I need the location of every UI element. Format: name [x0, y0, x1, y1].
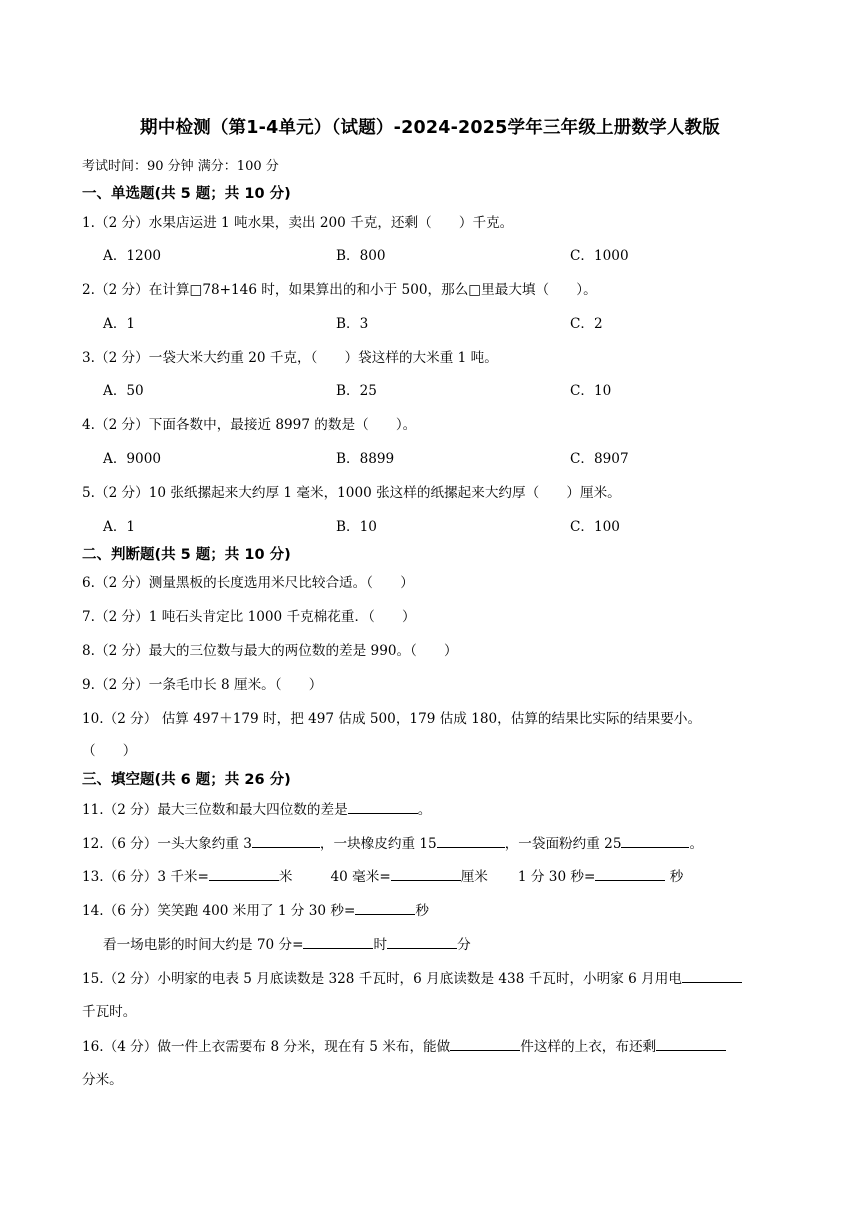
q13-blank-1[interactable] [209, 866, 279, 881]
q3-option-a: A．50 [103, 383, 144, 399]
page-title: 期中检测（第1-4单元）（试题）-2024-2025学年三年级上册数学人教版 [140, 118, 720, 138]
q14-unit-2: 时 [373, 937, 388, 953]
question-8: 8.（2 分）最大的三位数与最大的两位数的差是 990。（ ） [82, 643, 458, 659]
question-10-answer-paren: （ ） [82, 743, 137, 759]
q13-blank-3[interactable] [595, 866, 665, 881]
question-13 [82, 866, 683, 887]
question-16 [82, 1036, 726, 1057]
q11-text: 11.（2 分）最大三位数和最大四位数的差是 [82, 802, 348, 818]
q14-blank-1[interactable] [355, 900, 415, 915]
q13-unit-1: 米 [278, 869, 293, 885]
q14-text: 14.（6 分）笑笑跑 400 米用了 1 分 30 秒= [82, 903, 356, 919]
q12-text-2: ，一块橡皮约重 15 [319, 836, 437, 852]
question-5: 5.（2 分）10 张纸摞起来大约厚 1 毫米，1000 张这样的纸摞起来大约厚（ ）厘米。 [82, 485, 621, 501]
question-15 [82, 968, 742, 989]
q14-unit-3: 分 [457, 937, 471, 953]
q4-option-b: B．8899 [336, 451, 395, 467]
question-15-line-2: 千瓦时。 [82, 1004, 137, 1020]
q1-option-c: C．1000 [570, 248, 629, 264]
question-12 [82, 833, 703, 854]
question-3: 3.（2 分）一袋大米大约重 20 千克，（ ）袋这样的大米重 1 吨。 [82, 350, 498, 366]
q14-unit-1: 秒 [415, 903, 429, 919]
q16-text-2: 件这样的上衣，布还剩 [520, 1039, 657, 1055]
question-16-line-2: 分米。 [82, 1072, 123, 1088]
q5-option-b: B．10 [336, 519, 377, 535]
question-14-line-2 [103, 934, 471, 955]
q12-blank-2[interactable] [437, 833, 505, 848]
section-heading-single-choice: 一、单选题(共 5 题；共 10 分) [82, 186, 291, 202]
q13-text-2: 40 毫米= [330, 869, 391, 885]
q14-blank-3[interactable] [387, 934, 457, 949]
q15-blank[interactable] [682, 968, 742, 983]
q13-text-3: 1 分 30 秒= [517, 869, 596, 885]
section-heading-fill-blank: 三、填空题(共 6 题；共 26 分) [82, 772, 291, 788]
q14-text-2: 看一场电影的时间大约是 70 分= [103, 937, 304, 953]
q12-text-3: ，一袋面粉约重 25 [504, 836, 622, 852]
q4-option-c: C．8907 [570, 451, 629, 467]
q5-option-a: A．1 [103, 519, 136, 535]
q3-option-c: C．10 [570, 383, 612, 399]
question-2: 2.（2 分）在计算□78+146 时，如果算出的和小于 500，那么□里最大填（ ）。 [82, 282, 597, 298]
q1-option-b: B．800 [336, 248, 386, 264]
q16-blank-1[interactable] [450, 1036, 520, 1051]
question-11 [82, 799, 431, 820]
question-4: 4.（2 分）下面各数中，最接近 8997 的数是（ ）。 [82, 417, 417, 433]
q2-option-b: B．3 [336, 316, 369, 332]
q1-option-a: A．1200 [103, 248, 162, 264]
q11-tail: 。 [417, 802, 432, 818]
section-heading-true-false: 二、判断题(共 5 题；共 10 分) [82, 547, 291, 563]
q12-blank-1[interactable] [252, 833, 320, 848]
q4-option-a: A．9000 [103, 451, 162, 467]
exam-info: 考试时间：90 分钟 满分：100 分 [82, 159, 279, 174]
q16-blank-2[interactable] [656, 1036, 726, 1051]
q13-unit-3: 秒 [665, 869, 684, 885]
question-1: 1.（2 分）水果店运进 1 吨水果，卖出 200 千克，还剩（ ）千克。 [82, 215, 514, 231]
q16-text: 16.（4 分）做一件上衣需要布 8 分米，现在有 5 米布，能做 [82, 1039, 451, 1055]
question-10: 10.（2 分） 估算 497＋179 时，把 497 估成 500，179 估成 180，估算的结果比实际的结果要小。 [82, 711, 702, 727]
q2-option-a: A．1 [103, 316, 136, 332]
question-14 [82, 900, 429, 921]
q12-text: 12.（6 分）一头大象约重 3 [82, 836, 252, 852]
q3-option-b: B．25 [336, 383, 377, 399]
q12-blank-3[interactable] [621, 833, 689, 848]
question-7: 7.（2 分）1 吨石头肯定比 1000 千克棉花重．（ ） [82, 609, 416, 625]
q12-tail: 。 [689, 836, 704, 852]
question-9: 9.（2 分）一条毛巾长 8 厘米。（ ） [82, 677, 323, 693]
q13-unit-2: 厘米 [460, 869, 488, 885]
q2-option-c: C．2 [570, 316, 603, 332]
question-6: 6.（2 分）测量黑板的长度选用米尺比较合适。（ ） [82, 575, 414, 591]
q13-text: 13.（6 分）3 千米= [82, 869, 209, 885]
q15-text: 15.（2 分）小明家的电表 5 月底读数是 328 千瓦时，6 月底读数是 438 千瓦时，小明家 6 月用电 [82, 971, 682, 987]
q14-blank-2[interactable] [303, 934, 373, 949]
q11-blank[interactable] [348, 799, 418, 814]
q13-blank-2[interactable] [391, 866, 461, 881]
q5-option-c: C．100 [570, 519, 620, 535]
